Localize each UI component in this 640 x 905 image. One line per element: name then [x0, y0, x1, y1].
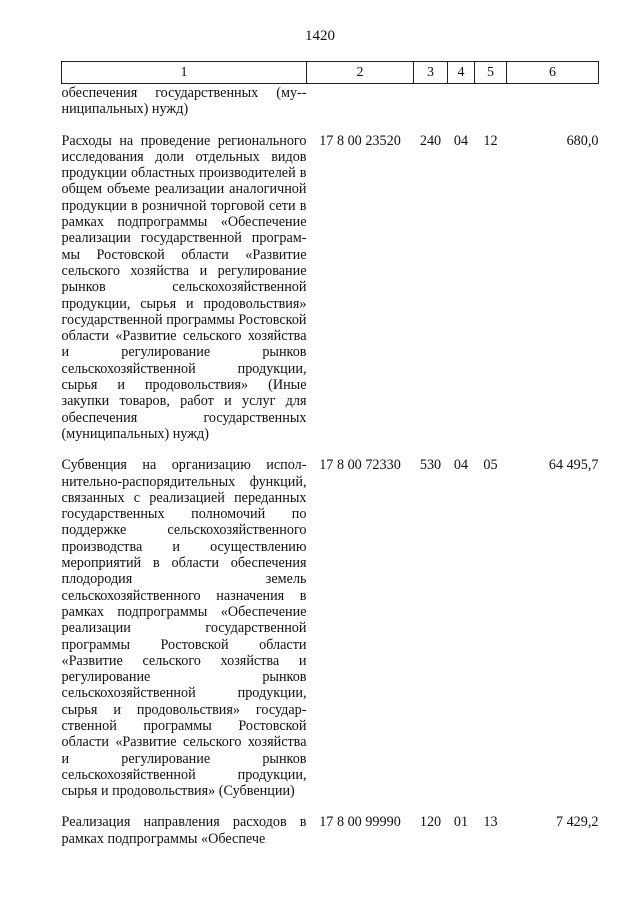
column-header-3: 3 — [414, 62, 448, 84]
row-expense-type: 240 — [419, 132, 442, 149]
row-section: 01 — [453, 814, 469, 831]
column-header-row — [62, 62, 599, 84]
column-header-2: 2 — [307, 62, 414, 84]
column-header-1: 1 — [62, 62, 307, 84]
row-target-code: 17 8 00 23520 — [319, 132, 401, 149]
table-row — [62, 457, 599, 814]
column-header-6: 6 — [507, 62, 599, 84]
row-description: Реализация направления расходов в рамках подпрограммы «Обеспече — [61, 814, 307, 847]
row-section: 04 — [453, 457, 469, 474]
row-subsection: 13 — [483, 814, 498, 831]
row-subsection: 12 — [483, 132, 498, 149]
row-section: 04 — [453, 132, 469, 149]
row-target-code: 17 8 00 99990 — [319, 814, 401, 831]
row-amount: 7 429,2 — [555, 814, 599, 831]
row-expense-type: 120 — [419, 814, 442, 831]
table-row — [62, 814, 599, 847]
row-description: Субвенция на организацию исполнительно-распорядительных функций, связанных с реализацией переданных государственных полномочий по поддержке сельскохозяйственного производства и осуществлению мероприятий в области обеспечения плодородия земель сельскохозяйственного назначения в рамках подпрограммы «Обеспечение реализации государственной программы Ростовской области «Развитие сельского хозяйства и регулирование рынков сельскохозяйственной продукции, сырья и продовольствия» государственной программы Ростовской области «Развитие сельского хозяйства и регулирование рынков сельскохозяйственной продукции, сырья и продовольствия» (Субвенции) — [61, 457, 307, 800]
page-number: 1420 — [305, 28, 335, 44]
column-header-5: 5 — [475, 62, 507, 84]
row-amount: 680,0 — [566, 132, 599, 149]
row-amount: 64 495,7 — [548, 457, 599, 474]
column-header-4: 4 — [448, 62, 475, 84]
table-row — [62, 133, 599, 458]
row-description: Расходы на проведение регионального исследования доли отдельных видов продукции областных производителей в общем объеме реализации аналогичной продукции в розничной торговой сети в рамках подпрограммы «Обеспечение реализации государственной программы Ростовской области «Развитие сельского хозяйства и регулирование рынков сельскохозяйственной продукции, сырья и продовольствия» государственной программы Ростовской области «Развитие сельского хозяйства и регулирование рынков сельскохозяйственной продукции, сырья и продовольствия» (Иные закупки товаров, работ и услуг для обеспечения государственных (муниципальных) нужд) — [61, 132, 307, 442]
continuation-row — [62, 84, 599, 133]
row-subsection: 05 — [483, 457, 498, 474]
continuation-description: обеспечения государственных (му-ниципальных) нужд) — [61, 85, 307, 118]
row-expense-type: 530 — [419, 457, 442, 474]
budget-table — [61, 61, 599, 847]
row-target-code: 17 8 00 72330 — [319, 457, 401, 474]
